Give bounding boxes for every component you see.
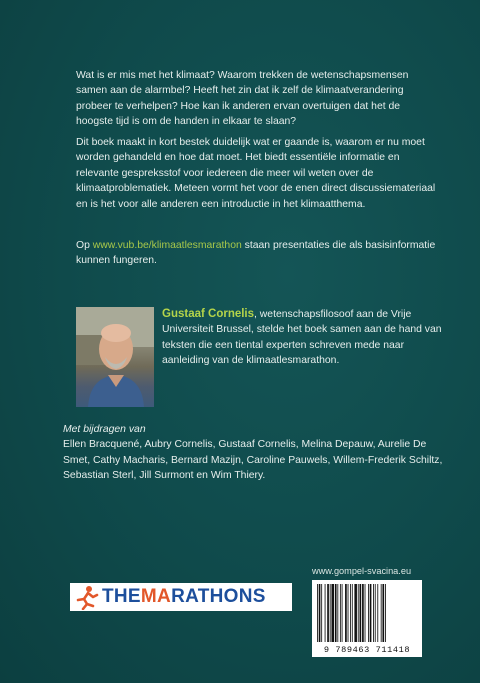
author-photo [76,307,154,407]
author-bio [162,307,447,369]
contributors-heading: Met bijdragen van [63,424,146,435]
website-link[interactable]: www.vub.be/klimaatlesmarathon [92,240,242,251]
publisher-url[interactable]: www.gompel-svacina.eu [312,566,412,576]
isbn-barcode [312,580,422,657]
runner-icon [74,584,100,610]
logo-wordmark [102,586,266,608]
author-description: , wetenschapsfilosoof aan de Vrije Universiteit Brussel, stelde het boek samen aan de hand van teksten die een tiental experten schreven mede naar aanleiding van de klimaatlesmarathon. [162,309,442,367]
themarathons-logo [70,583,292,611]
contributors-section [63,422,453,484]
website-prefix: Op [76,240,93,251]
logo-part-the: THE [102,586,141,607]
isbn-number: 9 789463 711418 [323,645,411,655]
author-name: Gustaaf Cornelis [162,308,255,320]
summary-paragraph: Dit boek maakt in kort bestek duidelijk wat er gaande is, waarom er nu moet worden gehandeld en hoe dat moet. Het biedt essentiële informatie en relevante gespreksstof voor iedereen die meer wil weten over de klimaatproblematiek. Meteen vormt het voor de enen direct discussiemateriaal en is het voor alle anderen een introductie in het klimaatthema. [76,137,436,210]
author-portrait-icon [76,307,154,407]
barcode-bars [316,584,418,642]
contributors-list: Ellen Bracquené, Aubry Cornelis, Gustaaf Cornelis, Melina Depauw, Aurelie De Smet, Cathy Macharis, Bernard Mazijn, Caroline Pauwels, Willem-Frederik Schiltz, Sebastian Sterl, Jill Surmont en Wim Thiery. [63,439,443,482]
intro-paragraph: Wat is er mis met het klimaat? Waarom trekken de wetenschapsmensen samen aan de alarmbel? Heeft het zin dat ik zelf de klimaatverandering probeer te verhelpen? Hoe kan ik anderen ervan overtuigen dat het de hoogste tijd is om de handen in elkaar te slaan? [76,70,409,128]
logo-part-ma: MA [140,586,172,607]
logo-part-rathons: RATHONS [171,586,266,607]
website-suffix: staan presentaties die als basisinformatie kunnen fungeren. [76,240,436,267]
website-paragraph [76,238,436,269]
